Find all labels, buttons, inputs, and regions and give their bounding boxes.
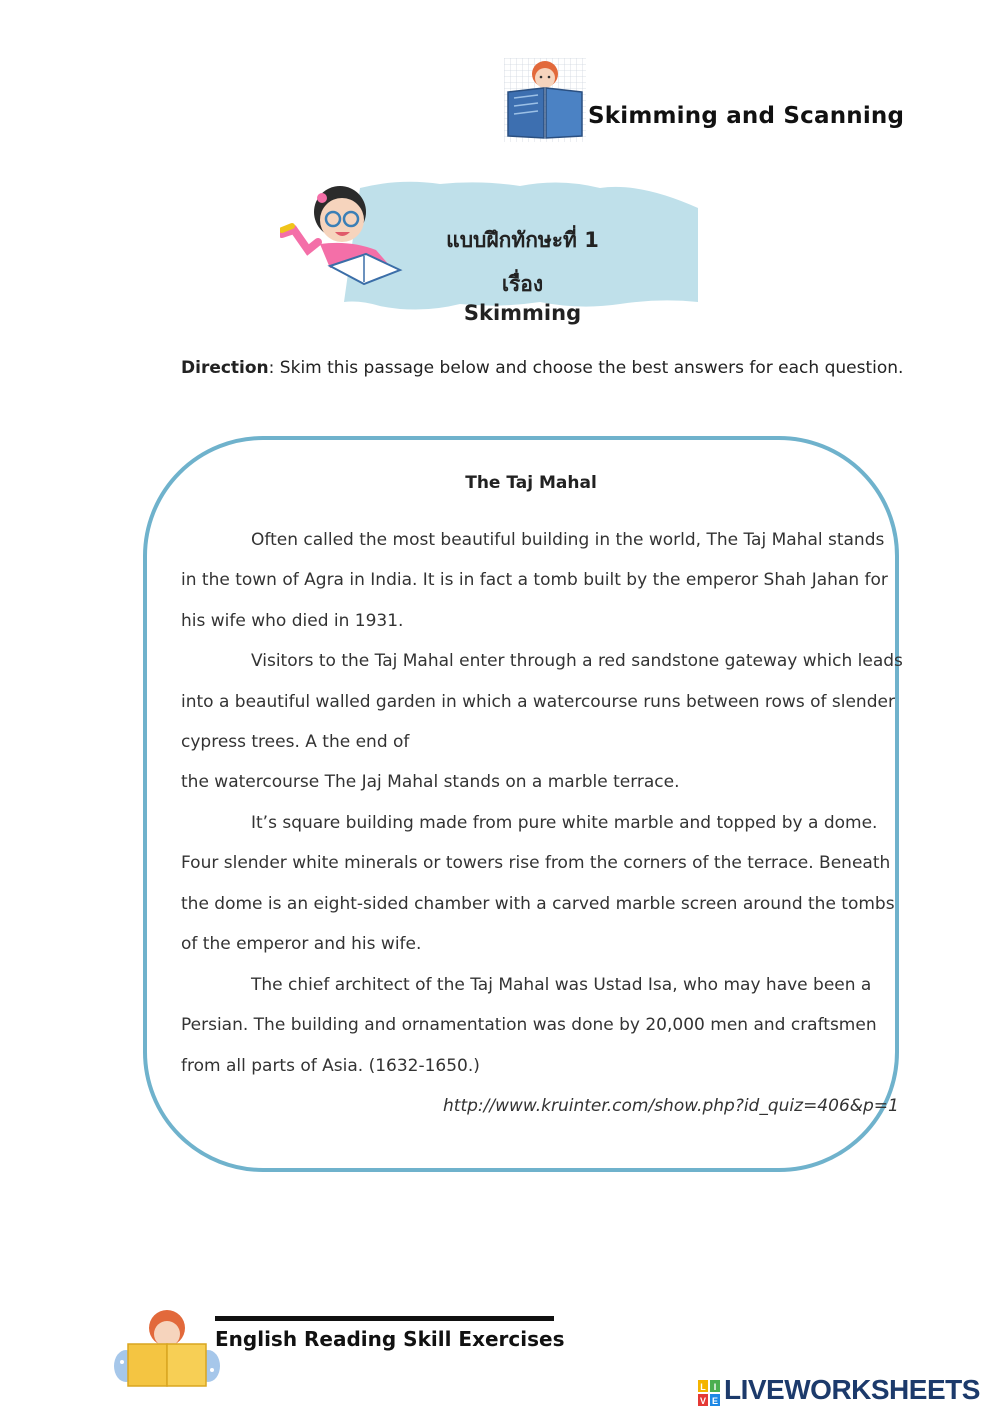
footer-title: English Reading Skill Exercises xyxy=(215,1327,565,1351)
liveworksheets-brand[interactable]: LIVEWORKSHEETS xyxy=(724,1374,980,1405)
passage-line: of the emperor and his wife. xyxy=(181,934,422,954)
passage-line: into a beautiful walled garden in which a watercourse runs between rows of slender xyxy=(181,692,895,712)
passage-line: from all parts of Asia. (1632-1650.) xyxy=(181,1056,480,1076)
passage-title: The Taj Mahal xyxy=(465,473,597,493)
svg-text:I: I xyxy=(713,1382,717,1392)
banner-topic: เรื่อง Skimming xyxy=(463,272,582,325)
passage-line: the watercourse The Jaj Mahal stands on a marble terrace. xyxy=(181,772,680,792)
passage-line: It’s square building made from pure white marble and topped by a dome. xyxy=(251,813,878,833)
passage-line: his wife who died in 1931. xyxy=(181,611,404,631)
footer-rule xyxy=(215,1316,554,1321)
svg-text:E: E xyxy=(711,1396,719,1406)
passage-line: in the town of Agra in India. It is in fact a tomb built by the emperor Shah Jahan for xyxy=(181,570,888,590)
svg-text:L: L xyxy=(700,1382,706,1392)
passage-line: Four slender white minerals or towers rise from the corners of the terrace. Beneath xyxy=(181,853,891,873)
direction-body: : Skim this passage below and choose the best answers for each question. xyxy=(268,358,904,378)
girl-reading-book-icon xyxy=(504,58,586,142)
banner-exercise-number: แบบฝึกทักษะที่ 1 xyxy=(446,228,599,252)
passage-line: cypress trees. A the end of xyxy=(181,732,410,752)
passage-line: The chief architect of the Taj Mahal was Ustad Isa, who may have been a xyxy=(251,975,872,995)
direction-label: Direction xyxy=(181,358,269,378)
passage-line: Persian. The building and ornamentation was done by 20,000 men and craftsmen xyxy=(181,1015,877,1035)
header-title: Skimming and Scanning xyxy=(588,103,905,129)
girl-reading-yellow-book-icon xyxy=(112,1308,222,1388)
passage-line: Visitors to the Taj Mahal enter through a red sandstone gateway which leads xyxy=(251,651,903,671)
direction-text xyxy=(181,358,903,378)
source-link[interactable]: http://www.kruinter.com/show.php?id_quiz=406&p=1 xyxy=(443,1096,899,1116)
passage-line: the dome is an eight-sided chamber with a carved marble screen around the tombs xyxy=(181,894,895,914)
svg-text:V: V xyxy=(699,1396,707,1406)
liveworksheets-logo-icon xyxy=(698,1380,720,1406)
passage-line: Often called the most beautiful building in the world, The Taj Mahal stands xyxy=(251,530,885,550)
